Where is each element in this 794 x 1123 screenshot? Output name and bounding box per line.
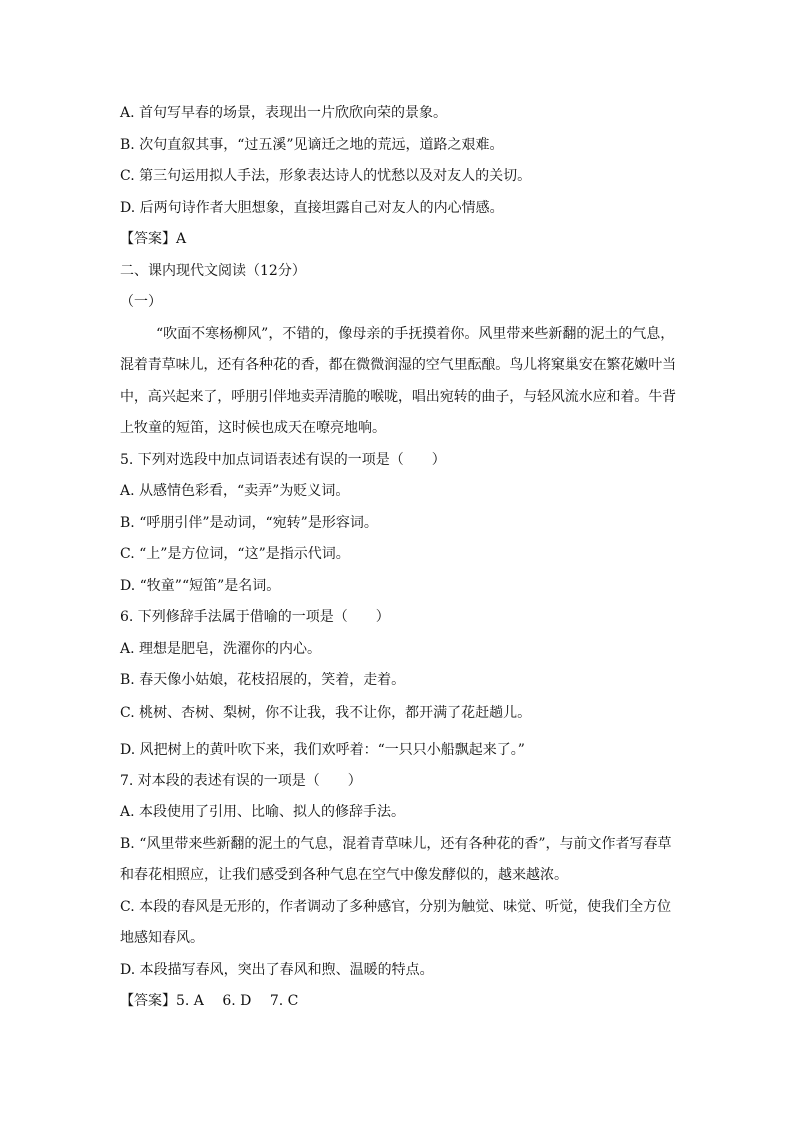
- option-a-q5: A. 从感情色彩看，“卖弄”为贬义词。: [120, 483, 350, 499]
- question-6: 6. 下列修辞手法属于借喻的一项是（ ）: [120, 609, 390, 625]
- option-c-q4: C. 第三句运用拟人手法，形象表达诗人的忧愁以及对友人的关切。: [120, 168, 532, 184]
- option-c-q6: C. 桃树、杏树、梨树，你不让我，我不让你，都开满了花赶趟儿。: [120, 705, 532, 721]
- option-b-q6: B. 春天像小姑娘，花枝招展的，笑着，走着。: [120, 672, 406, 688]
- subsection-label: （一）: [120, 294, 162, 310]
- question-5: 5. 下列对选段中加点词语表述有误的一项是（ ）: [120, 452, 446, 468]
- option-d-q7: D. 本段描写春风，突出了春风和煦、温暖的特点。: [120, 962, 434, 978]
- section-heading: 二、课内现代文阅读（12分）: [120, 263, 306, 279]
- option-d-q5: D. “牧童”“短笛”是名词。: [120, 578, 281, 594]
- option-b-q7: B. “风里带来些新翻的泥土的气息，混着青草味儿，还有各种花的香”，与前文作者写春草: [120, 836, 672, 852]
- option-d-q6: D. 风把树上的黄叶吹下来，我们欢呼着：“一只只小船飘起来了。”: [120, 742, 525, 758]
- option-b-q5: B. “呼朋引伴”是动词，“宛转”是形容词。: [120, 515, 378, 531]
- option-c-q7: C. 本段的春风是无形的，作者调动了多种感官，分别为触觉、味觉、听觉，使我们全方位: [120, 899, 672, 915]
- passage-line: “吹面不寒杨柳风”，不错的，像母亲的手抚摸着你。风里带来些新翻的泥土的气息，: [156, 326, 675, 342]
- option-c-q7-cont: 地感知春风。: [120, 930, 204, 946]
- answer-q4: 【答案】A: [120, 231, 187, 247]
- option-a-q6: A. 理想是肥皂，洗濯你的内心。: [120, 641, 322, 657]
- option-b-q4: B. 次句直叙其事，“过五溪”见谪迁之地的荒远，道路之艰难。: [120, 137, 504, 153]
- question-7: 7. 对本段的表述有误的一项是（ ）: [120, 773, 362, 789]
- option-a-q4: A. 首句写早春的场景，表现出一片欣欣向荣的景象。: [120, 105, 448, 121]
- answer-q5-7: 【答案】5. A 6. D 7. C: [120, 993, 299, 1009]
- option-c-q5: C. “上”是方位词，“这”是指示代词。: [120, 546, 350, 562]
- passage-line: 上牧童的短笛，这时候也成天在嘹亮地响。: [120, 420, 386, 436]
- option-d-q4: D. 后两句诗作者大胆想象，直接坦露自己对友人的内心情感。: [120, 200, 504, 216]
- passage-line: 混着青草味儿，还有各种花的香，都在微微润湿的空气里酝酿。鸟儿将窠巢安在繁花嫩叶当: [120, 357, 676, 373]
- option-a-q7: A. 本段使用了引用、比喻、拟人的修辞手法。: [120, 804, 406, 820]
- option-b-q7-cont: 和春花相照应，让我们感受到各种气息在空气中像发酵似的，越来越浓。: [120, 867, 568, 883]
- passage-line: 中，高兴起来了，呼朋引伴地卖弄清脆的喉咙，唱出宛转的曲子，与轻风流水应和着。牛背: [120, 389, 676, 405]
